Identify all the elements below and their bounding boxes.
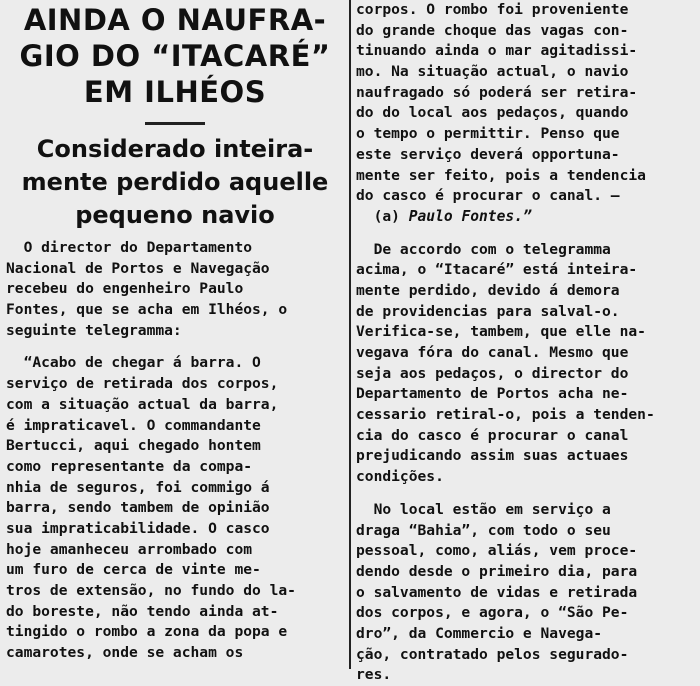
text-line: Verifica-se, tambem, que elle na- xyxy=(356,323,646,341)
subhead-line: pequeno navio xyxy=(75,201,275,229)
text-line: “Acabo de chegar á barra. O xyxy=(6,354,261,372)
text-line: do grande choque das vagas con- xyxy=(356,21,629,39)
text-line: seguinte telegramma: xyxy=(6,321,182,339)
text-line: mente perdido, devido á demora xyxy=(356,281,620,299)
headline-divider xyxy=(145,122,205,125)
text-line: dendo desde o primeiro dia, para xyxy=(356,562,638,580)
left-column xyxy=(6,0,344,664)
text-line: sua impraticabilidade. O casco xyxy=(6,519,270,537)
text-line: naufragado só poderá ser retira- xyxy=(356,83,638,101)
text-line: serviço de retirada dos corpos, xyxy=(6,375,279,393)
text-line: cessario retiral-o, pois a tenden- xyxy=(356,406,655,424)
text-line: o salvamento de vidas e retirada xyxy=(356,583,638,601)
subhead-line: Considerado inteira- xyxy=(36,135,314,163)
right-column xyxy=(356,0,694,686)
signature: Paulo Fontes.” xyxy=(408,207,532,225)
article-body-right-1 xyxy=(356,0,694,228)
text-line: como representante da compa- xyxy=(6,457,253,475)
signature-prefix: (a) xyxy=(373,207,409,225)
text-line: cia do casco é procurar o canal xyxy=(356,426,629,444)
text-line: vegava fóra do canal. Mesmo que xyxy=(356,344,629,361)
text-line: camarotes, onde se acham os xyxy=(6,644,244,662)
text-line: é impraticavel. O commandante xyxy=(6,416,261,434)
text-line: do casco é procurar o canal. — xyxy=(356,187,620,205)
text-line: um furo de cerca de vinte me- xyxy=(6,561,261,579)
text-line: acima, o “Itacaré” está inteira- xyxy=(356,261,638,279)
text-line: ção, contratado pelos segurado- xyxy=(356,645,629,663)
signature-line xyxy=(356,207,694,228)
text-line: o tempo o permittir. Penso que xyxy=(356,125,620,143)
text-line: condições. xyxy=(356,468,444,486)
headline-line: AINDA O NAUFRA- xyxy=(23,3,327,37)
text-line: res. xyxy=(356,666,392,684)
text-line: com a situação actual da barra, xyxy=(6,395,279,413)
text-line: nhia de seguros, foi commigo á xyxy=(6,478,270,496)
article-body-right-3 xyxy=(356,500,694,686)
text-line: seja aos pedaços, o director do xyxy=(356,364,629,382)
subhead xyxy=(6,133,344,232)
text-line: tros de extensão, no fundo do la- xyxy=(6,582,296,599)
text-line: De accordo com o telegramma xyxy=(356,240,611,258)
text-line: corpos. O rombo foi proveniente xyxy=(356,1,629,18)
text-line: mente ser feito, pois a tendencia xyxy=(356,166,646,184)
text-line: tinuando ainda o mar agitadissi- xyxy=(356,42,638,60)
headline-line: GIO DO “ITACARÉ” xyxy=(19,39,331,73)
text-line: Nacional de Portos e Navegação xyxy=(6,259,270,277)
text-line: recebeu do engenheiro Paulo xyxy=(6,280,244,298)
column-divider xyxy=(349,0,351,669)
text-line: mo. Na situação actual, o navio xyxy=(356,63,629,81)
text-line: Departamento de Portos acha ne- xyxy=(356,385,629,403)
text-line: de providencias para salval-o. xyxy=(356,302,620,320)
text-line: pessoal, como, aliás, vem proce- xyxy=(356,542,638,560)
article-body-right-2 xyxy=(356,240,694,488)
text-line: Bertucci, aqui chegado hontem xyxy=(6,437,261,455)
text-line: do boreste, não tendo ainda at- xyxy=(6,602,279,620)
text-line: hoje amanheceu arrombado com xyxy=(6,540,253,558)
text-line: tingido o rombo a zona da popa e xyxy=(6,623,288,641)
text-line: O director do Departamento xyxy=(6,239,253,256)
text-line: draga “Bahia”, com todo o seu xyxy=(356,521,611,539)
headline-line: EM ILHÉOS xyxy=(83,75,267,109)
text-line: dro”, da Commercio e Navega- xyxy=(356,624,603,642)
text-line: No local estão em serviço a xyxy=(356,500,611,518)
subhead-line: mente perdido aquelle xyxy=(21,168,329,196)
text-line: prejudicando assim suas actuaes xyxy=(356,447,629,465)
text-line: este serviço deverá opportuna- xyxy=(356,145,620,163)
text-line: dos corpos, e agora, o “São Pe- xyxy=(356,604,629,622)
text-line: do do local aos pedaços, quando xyxy=(356,104,629,122)
article-body-left xyxy=(6,238,344,664)
text-line: Fontes, que se acha em Ilhéos, o xyxy=(6,301,288,319)
headline xyxy=(6,2,344,110)
text-line: barra, sendo tambem de opinião xyxy=(6,499,270,517)
